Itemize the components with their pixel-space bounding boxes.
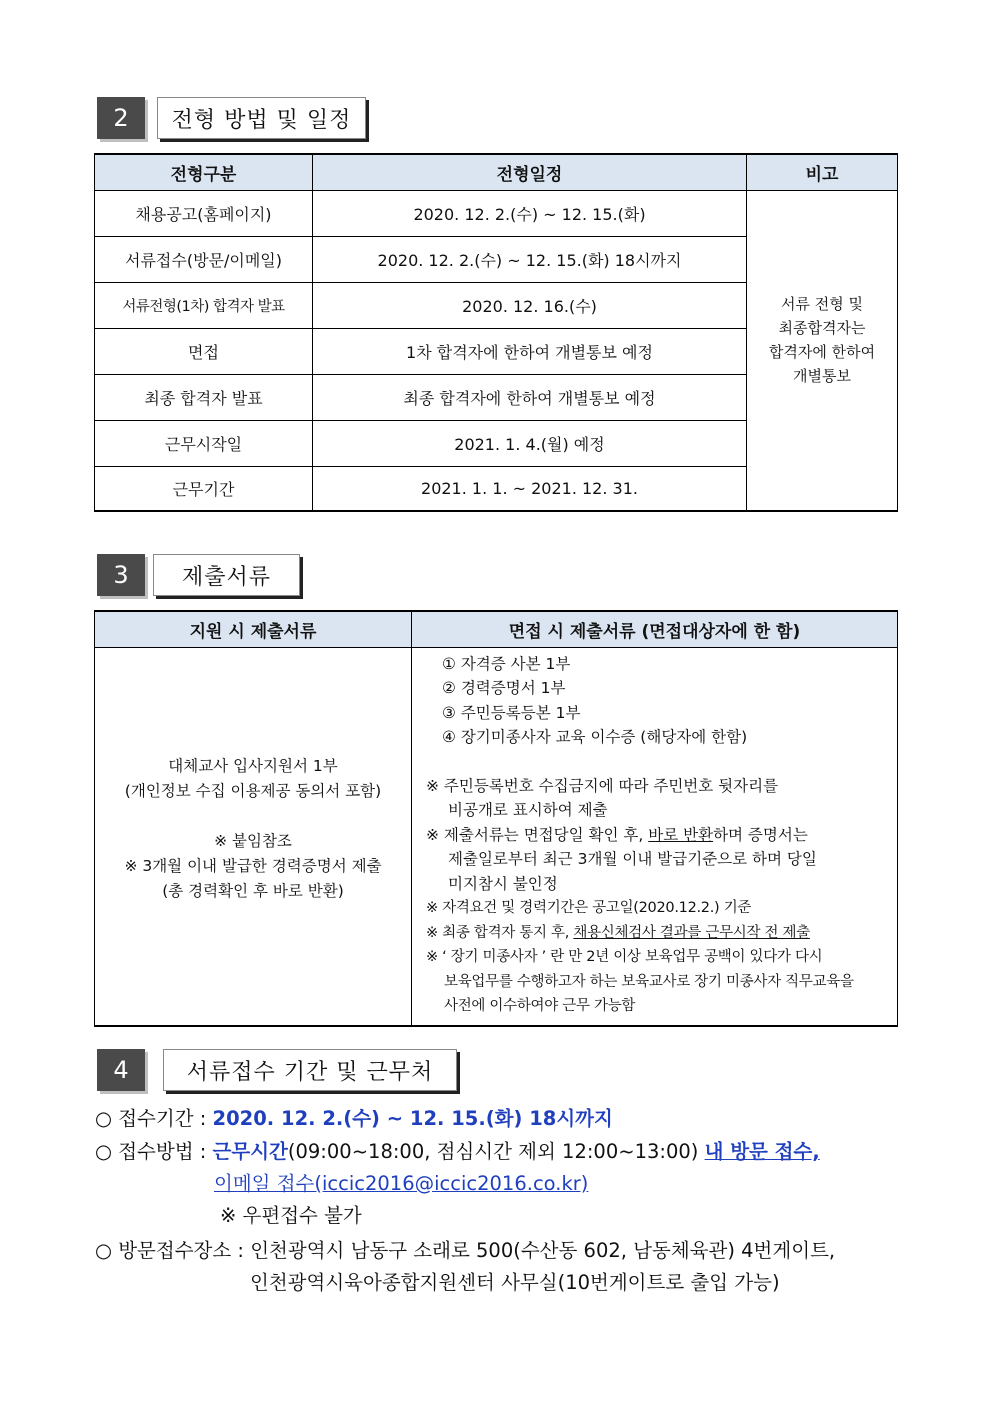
schedule-cell: 2020. 12. 16.(수)	[313, 282, 747, 328]
visit-place	[95, 1235, 835, 1263]
doc-item: ④ 장기미종사자 교육 이수증 (해당자에 한함)	[442, 728, 748, 746]
note-line: 제출일로부터 최근 3개월 이내 발급기준으로 하며 당일	[448, 850, 817, 868]
period-value: 2020. 12. 2.(수) ~ 12. 15.(화) 18시까지	[212, 1107, 613, 1130]
stage-cell: 최종 합격자 발표	[95, 374, 313, 420]
documents-table	[94, 610, 898, 1027]
section-title: 전형 방법 및 일정	[157, 97, 366, 139]
period-label: ○ 접수기간 :	[95, 1107, 213, 1130]
application-docs-cell	[95, 647, 412, 1026]
schedule-table	[94, 153, 898, 512]
interview-docs-cell	[412, 647, 898, 1026]
header-application-docs: 지원 시 제출서류	[95, 611, 412, 647]
note-line	[426, 823, 887, 848]
email-link[interactable]: 이메일 접수(iccic2016@iccic2016.co.kr)	[214, 1172, 589, 1195]
doc-line: 대체교사 입사지원서 1부	[168, 757, 338, 775]
method-hours: 근무시간	[212, 1140, 288, 1163]
note-line: 합격자에 한하여	[768, 343, 876, 362]
method-label: ○ 접수방법 :	[95, 1140, 213, 1163]
note-line: 보육업무를 수행하고자 하는 보육교사로 장기 미종사자 직무교육을	[444, 973, 854, 990]
doc-item: ① 자격증 사본 1부	[442, 654, 571, 673]
header-interview-docs: 면접 시 제출서류 (면접대상자에 한 함)	[412, 611, 898, 647]
method-visit: 내 방문 접수,	[704, 1140, 820, 1163]
note-text: ※ 제출서류는 면접당일 확인 후,	[426, 825, 649, 844]
note-line: ※ 주민등록번호 수집금지에 따라 주민번호 뒷자리를	[426, 776, 779, 795]
stage-cell: 면접	[95, 328, 313, 374]
schedule-cell: 2020. 12. 2.(수) ~ 12. 15.(화)	[313, 190, 747, 236]
note-line: ※ 자격요건 및 경력기간은 공고일(2020.12.2.) 기준	[426, 900, 752, 916]
note-line: 개별통보	[793, 367, 851, 386]
schedule-cell: 2020. 12. 2.(수) ~ 12. 15.(화) 18시까지	[313, 236, 747, 282]
section-number: 4	[97, 1049, 145, 1091]
doc-line: (총 경력확인 후 바로 반환)	[162, 882, 344, 900]
note-line: 사전에 이수하여야 근무 가능함	[444, 998, 636, 1014]
header-schedule: 전형일정	[313, 154, 747, 190]
application-period	[95, 1103, 613, 1131]
section-number: 2	[97, 97, 145, 139]
note-line: 미지참시 불인정	[448, 874, 558, 893]
section-number: 3	[97, 554, 145, 596]
application-email-line	[214, 1168, 588, 1196]
note-line: 비공개로 표시하여 제출	[448, 801, 608, 819]
doc-item: ③ 주민등록등본 1부	[442, 703, 581, 722]
table-row	[95, 190, 898, 236]
note-line: ※ ‘ 장기 미종사자 ’ 란 만 2년 이상 보육업무 공백이 있다가 다시	[426, 949, 823, 965]
note-line	[426, 921, 887, 946]
stage-cell: 근무기간	[95, 466, 313, 511]
place-line: 인천광역시 남동구 소래로 500(수산동 602, 남동체육관) 4번게이트,	[250, 1239, 836, 1262]
schedule-cell: 2021. 1. 1. ~ 2021. 12. 31.	[313, 466, 747, 511]
method-hours-detail: (09:00~18:00, 점심시간 제외 12:00~13:00)	[287, 1140, 705, 1163]
note-underlined: 채용신체검사 결과를 근무시작 전 제출	[573, 924, 810, 941]
note-text: ※ 최종 합격자 통지 후,	[426, 924, 574, 941]
no-post-note: ※ 우편접수 불가	[220, 1204, 362, 1227]
section-title: 서류접수 기간 및 근무처	[163, 1049, 457, 1091]
header-stage: 전형구분	[95, 154, 313, 190]
doc-line: ※ 3개월 이내 발급한 경력증명서 제출	[124, 857, 382, 875]
stage-cell: 근무시작일	[95, 420, 313, 466]
header-note: 비고	[747, 154, 898, 190]
note-text: 하며 증명서는	[713, 825, 808, 844]
visit-place-line2: 인천광역시육아종합지원센터 사무실(10번게이트로 출입 가능)	[250, 1271, 780, 1294]
note-underlined: 바로 반환	[648, 825, 714, 844]
doc-line	[95, 804, 411, 829]
doc-line: ※ 붙임참조	[214, 832, 292, 850]
application-method	[95, 1136, 820, 1164]
schedule-cell: 최종 합격자에 한하여 개별통보 예정	[313, 374, 747, 420]
schedule-cell: 2021. 1. 4.(월) 예정	[313, 420, 747, 466]
note-line: 서류 전형 및	[781, 295, 863, 314]
stage-cell: 서류전형(1차) 합격자 발표	[95, 282, 313, 328]
schedule-cell: 1차 합격자에 한하여 개별통보 예정	[313, 328, 747, 374]
section-title: 제출서류	[153, 554, 300, 596]
doc-line: (개인정보 수집 이용제공 동의서 포함)	[124, 782, 382, 800]
note-line: 최종합격자는	[778, 319, 866, 338]
stage-cell: 서류접수(방문/이메일)	[95, 236, 313, 282]
place-label: ○ 방문접수장소 :	[95, 1239, 251, 1262]
note-cell	[747, 190, 898, 511]
doc-item: ② 경력증명서 1부	[442, 679, 566, 697]
stage-cell: 채용공고(홈페이지)	[95, 190, 313, 236]
